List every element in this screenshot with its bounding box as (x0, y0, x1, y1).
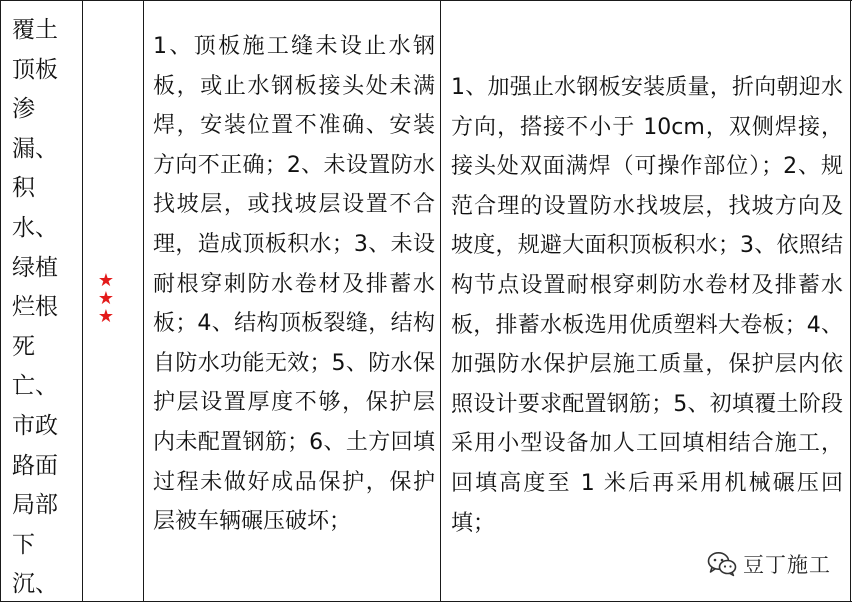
severity-stars (83, 272, 129, 326)
category-text: 覆土顶板渗漏、积水、绿植烂根死亡、市政路面局部下沉、 (12, 17, 58, 598)
wechat-icon (707, 551, 737, 577)
measures-text: 1、加强止水钢板安装质量，折向朝迎水方向，搭接不小于 10cm，双侧焊接，接头处双面满焊（可操作部位）；2、规范合理的设置防水找坡层，找坡方向及坡度，规避大面积顶板积水；3、依照结构节点设置耐根穿刺防水卷材及排蓄水板，排蓄水板选用优质塑料大卷板；4、加强防水保护层施工质量，保护层内依照设计要求配置钢筋；5、初填覆土阶段采用小型设备加人工回填相结合施工，回填高度至 1 米后再采用机械碾压回填； (451, 75, 843, 536)
measures-cell (441, 0, 850, 602)
causes-text: 1、顶板施工缝未设止水钢板，或止水钢板接头处未满焊，安装位置不准确、安装方向不正确；2、未设置防水找坡层，或找坡层设置不合理，造成顶板积水；3、未设耐根穿刺防水卷材及排蓄水板；4、结构顶板裂缝，结构自防水功能无效；5、防水保护层设置厚度不够，保护层内未配置钢筋；6、土方回填过程未做好成品保护，保护层被车辆碾压破坏； (153, 34, 435, 535)
category-cell (12, 0, 82, 602)
watermark (707, 547, 831, 581)
watermark-text: 豆丁施工 (743, 553, 831, 577)
table-right-border (850, 0, 851, 602)
table-left-border (0, 0, 1, 602)
star-icon: ★ (97, 270, 115, 291)
causes-cell (144, 0, 440, 602)
rating-cell (83, 0, 143, 602)
star-icon: ★ (97, 288, 115, 309)
star-icon: ★ (97, 306, 115, 327)
